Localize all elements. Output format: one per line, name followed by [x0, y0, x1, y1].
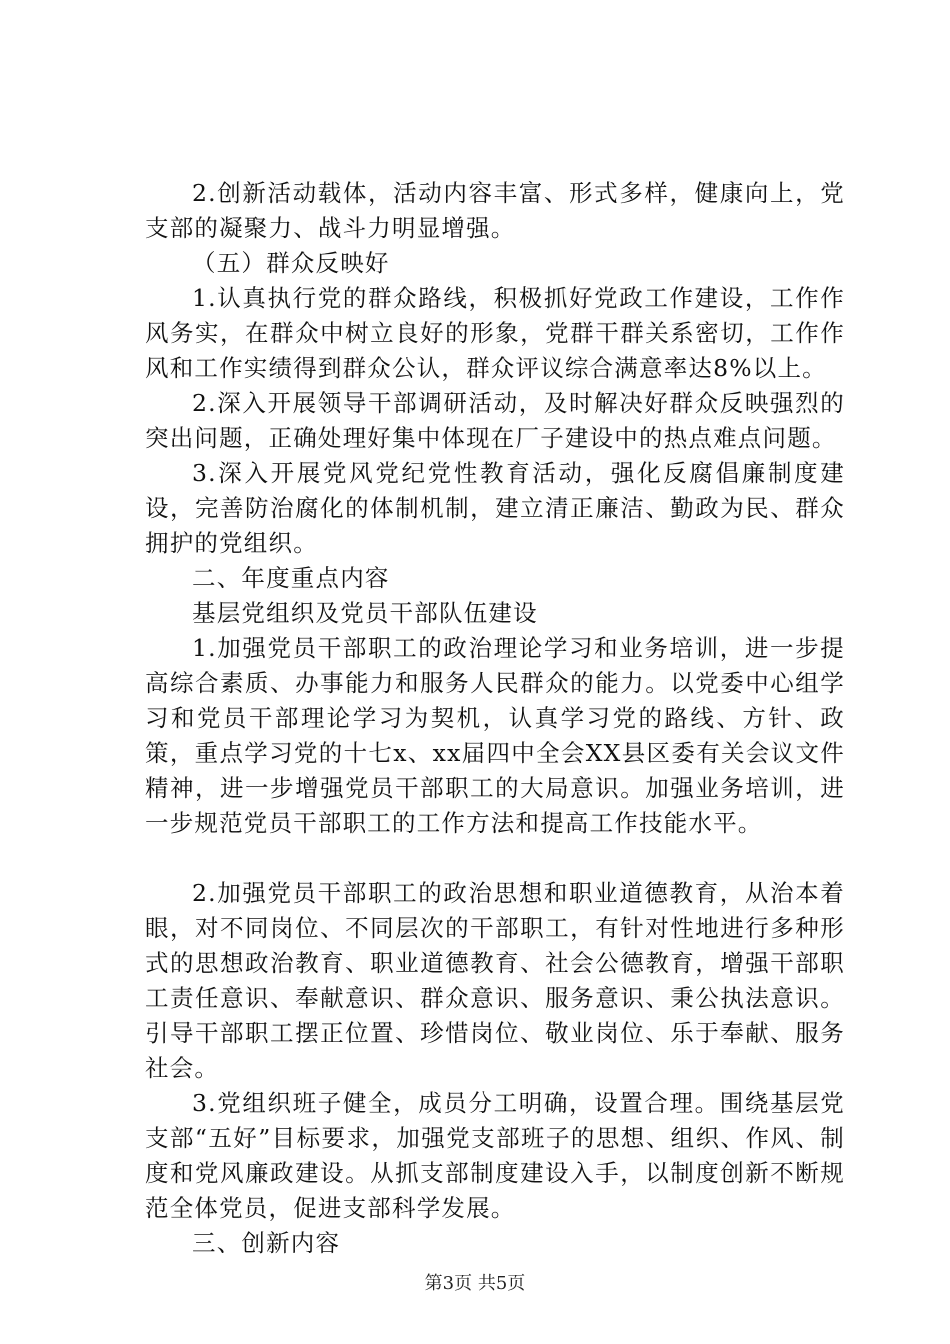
section-heading-annual-focus: 二、年度重点内容: [192, 564, 390, 592]
page-number-footer: 第3页 共5页: [424, 1273, 526, 1294]
section-heading-innovation: 三、创新内容: [192, 1229, 341, 1257]
paragraph-mass-line: 1.认真执行党的群众路线，积极抓好党政工作建设，工作作风务实，在群众中树立良好的形象，党群干群关系密切，工作作风和工作实绩得到群众公认，群众评议综合满意率达8%以上。: [145, 284, 845, 382]
paragraph-team-building: 3.党组织班子健全，成员分工明确，设置合理。围绕基层党支部“五好”目标要求，加强党支部班子的思想、组织、作风、制度和党风廉政建设。从抓支部制度建设入手，以制度创新不断规范全体党员，促进支部科学发展。: [145, 1089, 845, 1222]
paragraph-party-discipline: 3.深入开展党风党纪党性教育活动，强化反腐倡廉制度建设，完善防治腐化的体制机制，建立清正廉洁、勤政为民、群众拥护的党组织。: [145, 459, 845, 557]
section-heading-masses-feedback: （五）群众反映好: [192, 249, 390, 277]
subheading-grassroots-organization: 基层党组织及党员干部队伍建设: [192, 599, 538, 627]
paragraph-ethics-education: 2.加强党员干部职工的政治思想和职业道德教育，从治本着眼，对不同岗位、不同层次的干部职工，有针对性地进行多种形式的思想政治教育、职业道德教育、社会公德教育，增强干部职工责任意识、奉献意识、群众意识、服务意识、秉公执法意识。引导干部职工摆正位置、珍惜岗位、敬业岗位、乐于奉献、服务社会。: [145, 879, 845, 1082]
paragraph-research-activities: 2.深入开展领导干部调研活动，及时解决好群众反映强烈的突出问题，正确处理好集中体现在厂子建设中的热点难点问题。: [145, 389, 845, 452]
paragraph-activity-carrier: 2.创新活动载体，活动内容丰富、形式多样，健康向上，党支部的凝聚力、战斗力明显增强。: [145, 179, 845, 242]
paragraph-theory-study: 1.加强党员干部职工的政治理论学习和业务培训，进一步提高综合素质、办事能力和服务人民群众的能力。以党委中心组学习和党员干部理论学习为契机，认真学习党的路线、方针、政策，重点学习党的十七x、xx届四中全会XX县区委有关会议文件精神，进一步增强党员干部职工的大局意识。加强业务培训，进一步规范党员干部职工的工作方法和提高工作技能水平。: [145, 634, 845, 837]
document-body: [145, 176, 845, 1261]
paragraph-spacer: [145, 841, 845, 876]
